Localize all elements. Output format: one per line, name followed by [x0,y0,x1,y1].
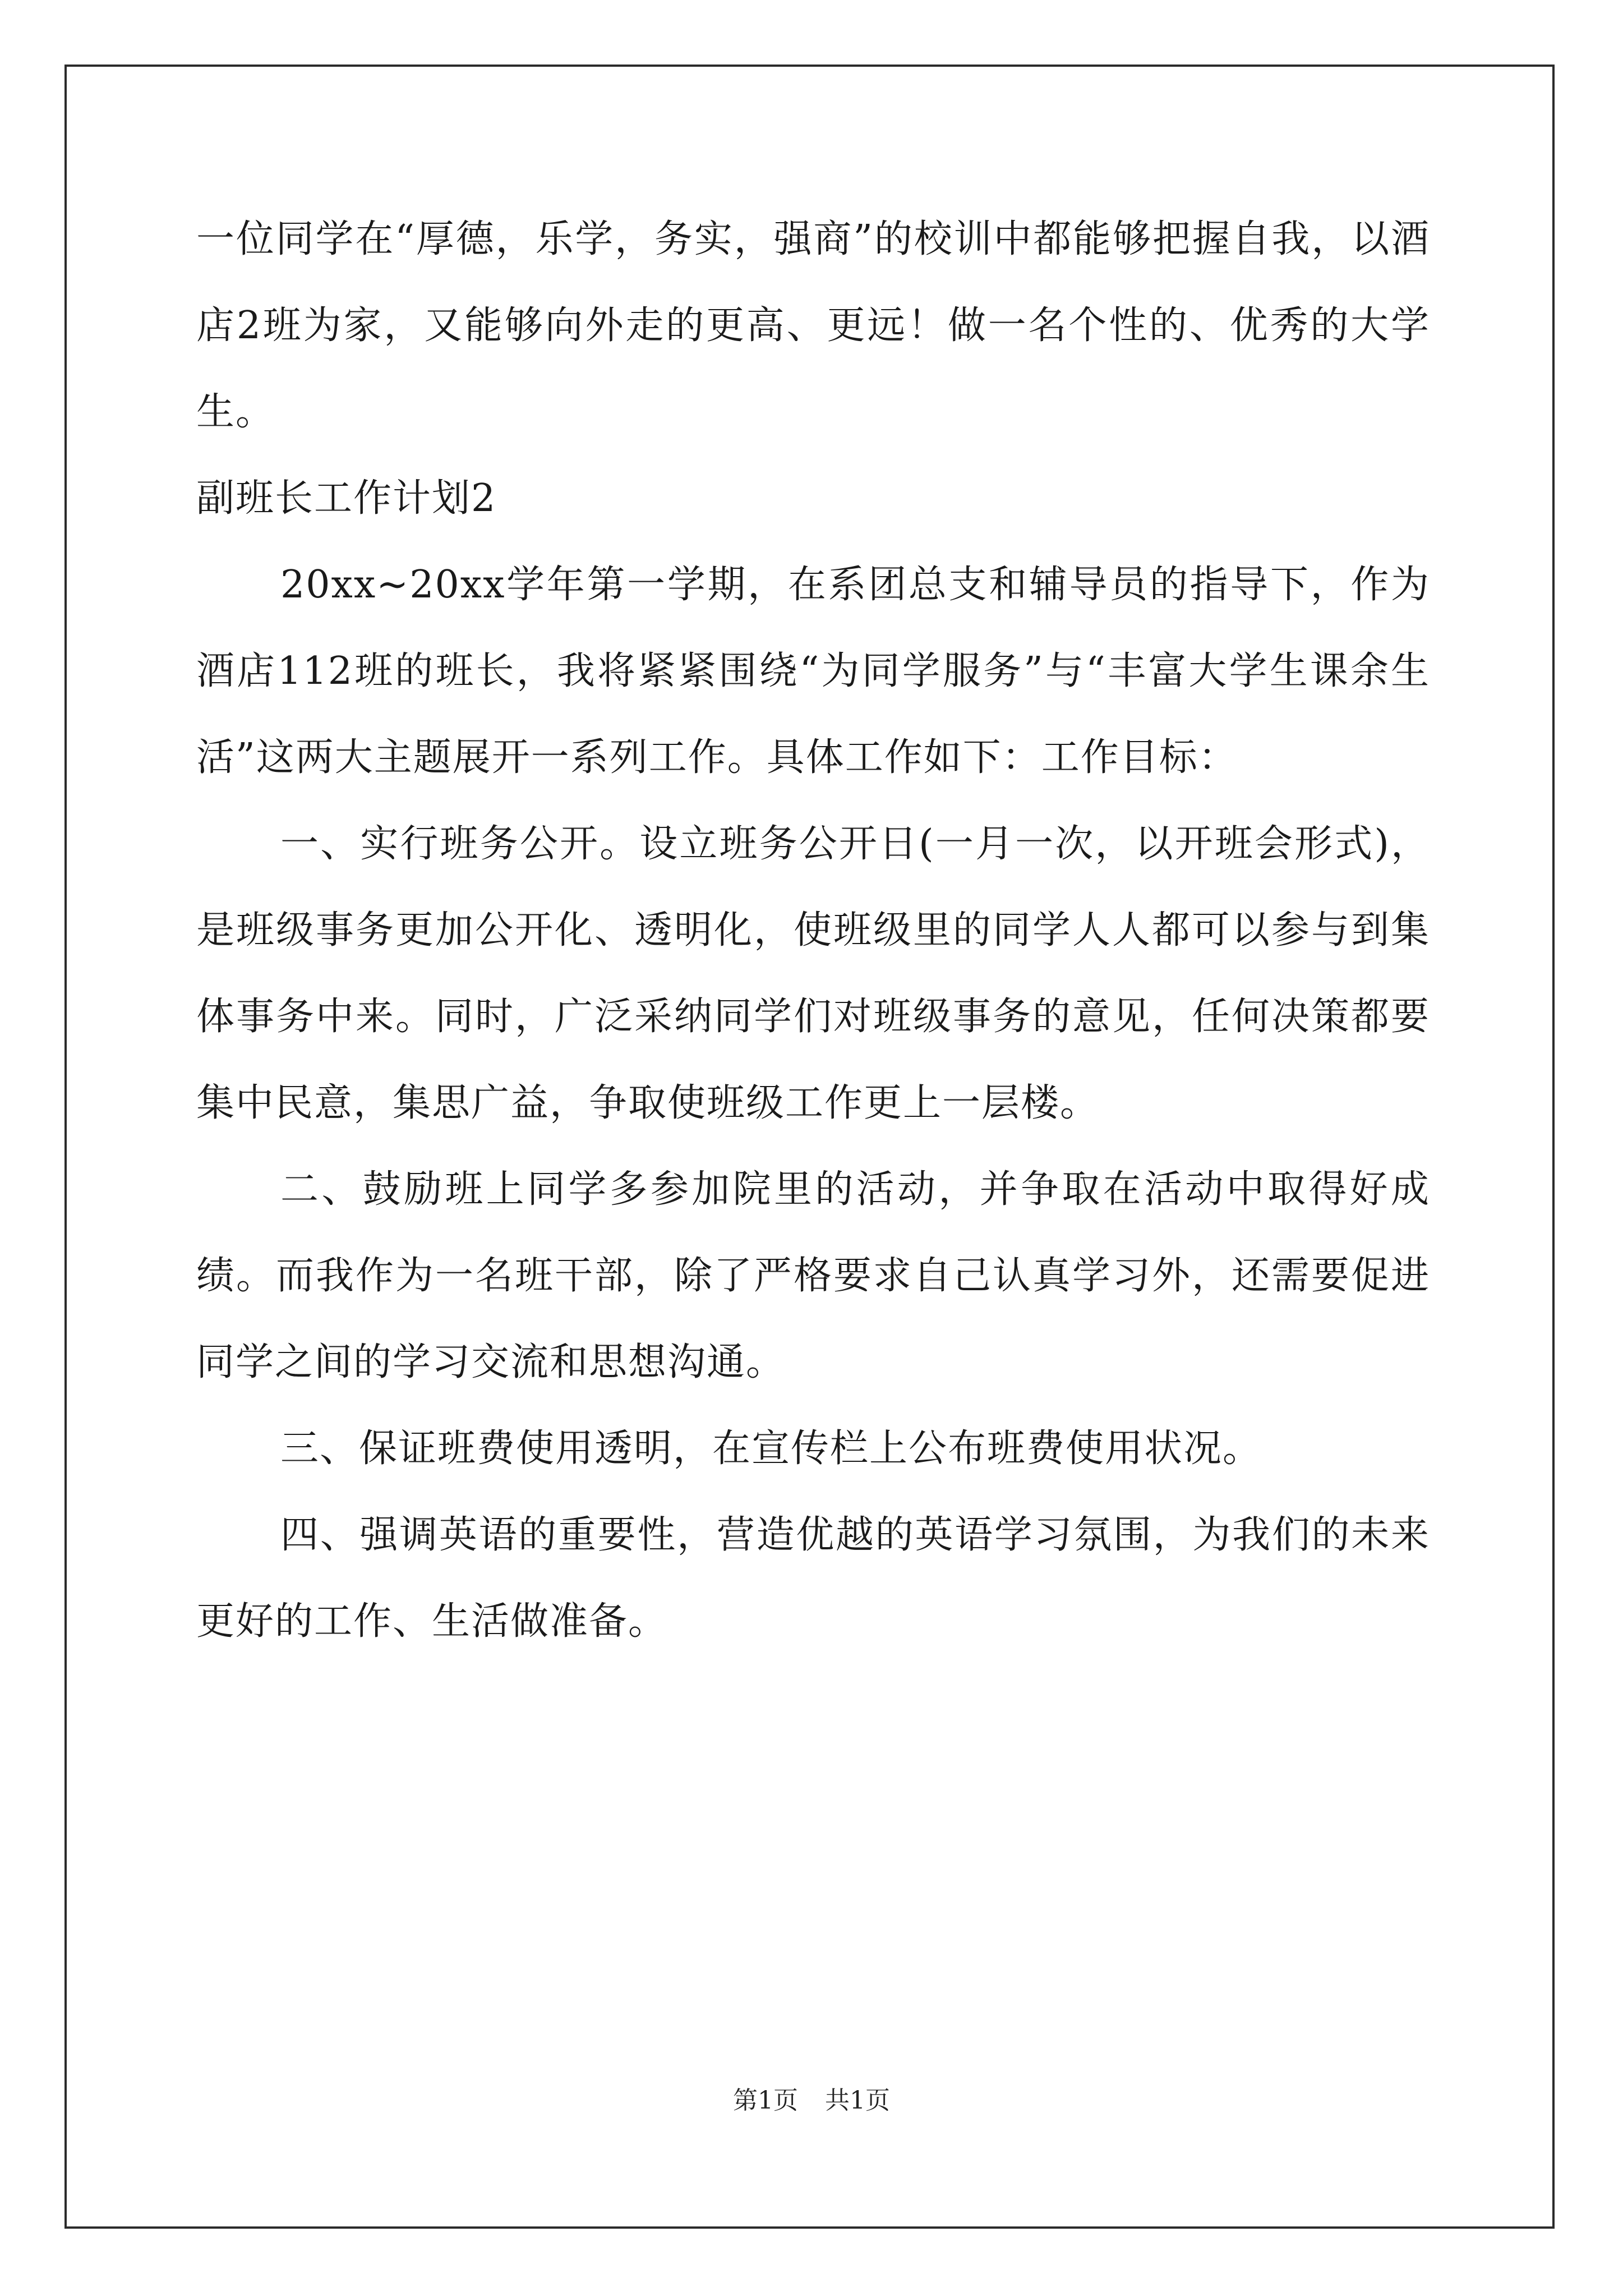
paragraph-intro: 20xx~20xx学年第一学期，在系团总支和辅导员的指导下，作为酒店112班的班长，我将紧紧围绕“为同学服务”与“丰富大学生课余生活”这两大主题展开一系列工作。具体工作如下：工作目标： [196,563,1430,780]
section-heading: 副班长工作计划2 [196,476,497,521]
paragraph-item-1: 一、实行班务公开。设立班务公开日(一月一次，以开班会形式)，是班级事务更加公开化、透明化，使班级里的同学人人都可以参与到集体事务中来。同时，广泛采纳同学们对班级事务的意见，任何决策都要集中民意，集思广益，争取使班级工作更上一层楼。 [196,822,1430,1125]
paragraph-item-4: 四、强调英语的重要性，营造优越的英语学习氛围，为我们的未来更好的工作、生活做准备。 [196,1513,1430,1644]
paragraph-closing: 一位同学在“厚德，乐学，务实，强商”的校训中都能够把握自我，以酒店2班为家，又能够向外走的更高、更远！做一名个性的、优秀的大学生。 [196,217,1430,434]
paragraph-item-3: 三、保证班费使用透明，在宣传栏上公布班费使用状况。 [280,1427,1262,1471]
paragraph-item-2: 二、鼓励班上同学多参加院里的活动，并争取在活动中取得好成绩。而我作为一名班干部，除了严格要求自己认真学习外，还需要促进同学之间的学习交流和思想沟通。 [196,1167,1430,1384]
page-number: 第1页 [733,2086,798,2115]
page-total: 共1页 [825,2086,890,2115]
page-footer [0,2084,1623,2118]
document-body [196,196,1430,1665]
